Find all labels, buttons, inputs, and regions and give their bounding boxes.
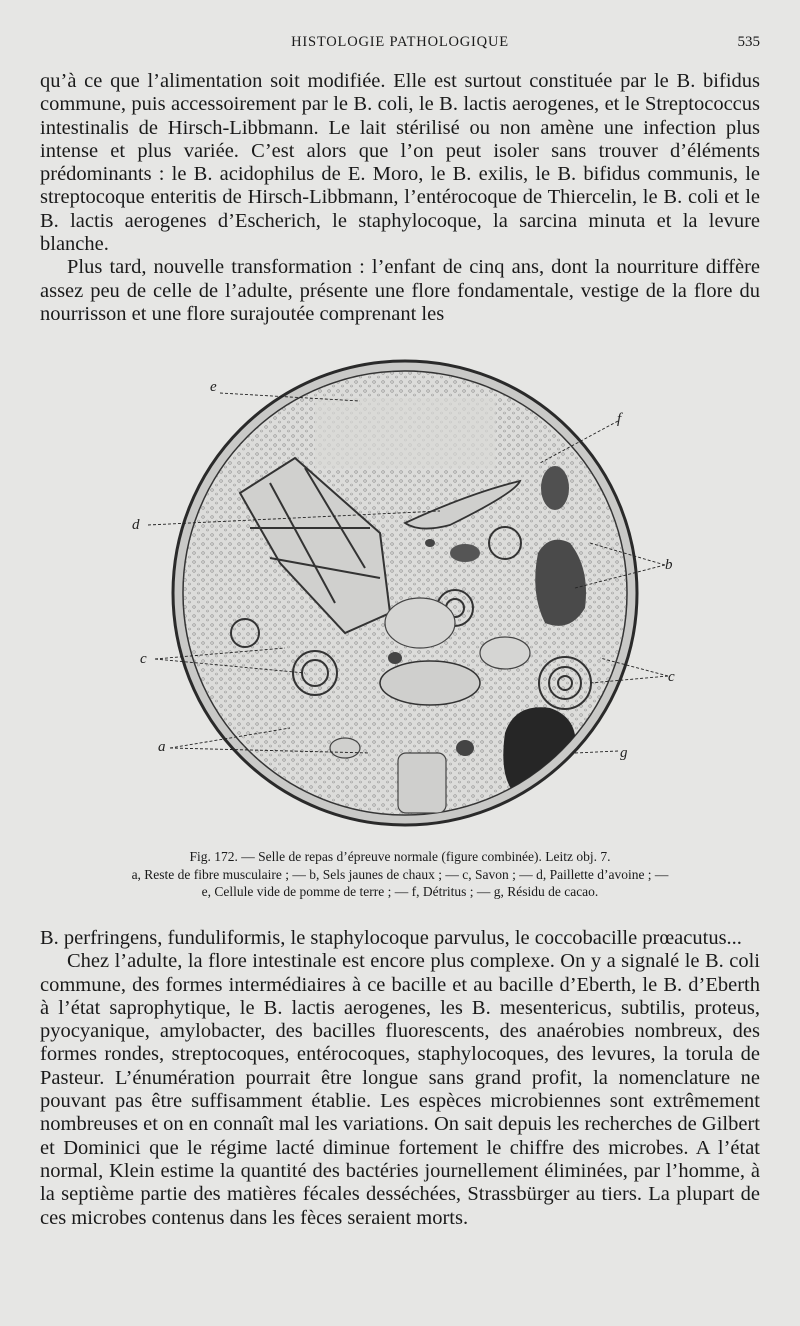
bile-salt-shape	[450, 544, 480, 562]
label-g: g	[620, 745, 628, 761]
body-text-bottom	[40, 927, 760, 1230]
label-a: a	[158, 739, 166, 755]
caption-legend-line: e, Cellule vide de pomme de terre ; — f, Détritus ; — g, Résidu de cacao.	[201, 884, 599, 899]
caption-legend-line: a, Reste de fibre musculaire ; — b, Sels jaunes de chaux ; — c, Savon ; — d, Paillette d’avoine ; —	[131, 866, 669, 882]
microscope-field-illustration	[120, 353, 680, 833]
label-d: d	[132, 517, 140, 533]
paragraph: Plus tard, nouvelle transformation : l’enfant de cinq ans, dont la nourriture diffère assez peu de celle de l’adulte, présente une flore fondamentale, vestige de la flore du nourrisson et une flore surajoutée comprenant les	[40, 256, 760, 325]
potato-cell-shape	[380, 661, 480, 705]
paragraph: Chez l’adulte, la flore intestinale est encore plus complexe. On y a signalé le B. coli commune, des formes intermédiaires à ce bacille et au bacille d’Eberth, le B. d’Eberth à l’état saprophytique, le B. lactis aerogenes, les B. mesentericus, subtilis, proteus, pyocyanique, amylobacter, des bacilles fluorescents, des anaérobies nombreux, des formes rondes, streptocoques, entérocoques, staphylocoques, des levures, la torula de Pasteur. L’énumération pourrait être longue sans grand profit, la nomenclature ne pouvant pas être suffisamment établie. Les espèces microbiennes sont extrêmement nombreuses et on en connaît mal les variations. On sait depuis les recherches de Gilbert et Dominici que le régime lacté diminue fortement le chiffre des microbes. A l’état normal, Klein estime la quantité des bactéries journellement éliminées, par l’homme, à la septième partie des matières fécales desséchées, Strassbürger au tiers. La plupart de ces microbes contenus dans les fèces seraient morts.	[40, 950, 760, 1229]
label-b: b	[665, 557, 673, 573]
figure-caption	[40, 848, 760, 901]
bile-salt-shape	[541, 466, 569, 510]
page-header	[40, 34, 760, 56]
label-c-left: c	[140, 651, 147, 667]
figure-172	[120, 353, 680, 833]
label-c-right: c	[668, 669, 675, 685]
paragraph: qu’à ce que l’alimentation soit modifiée. Elle est surtout constituée par le B. bifidus commune, puis accessoirement par le B. coli, le B. lactis aerogenes, et le Streptococcus intestinalis de Hirsch-Libbmann. Le lait stérilisé ou non amène une infection plus intense et plus variée. C’est alors que l’on peut isoler sans trouver d’éléments prédominants : le B. acidophilus de E. Moro, le B. exilis, le B. bifidus communis, le streptocoque enteritis de Hirsch-Libbmann, l’entérocoque de Thiercelin, le B. coli et le B. lactis aerogenes d’Escherich, le staphylocoque, la sarcina minuta et la levure blanche.	[40, 70, 760, 256]
paragraph: B. perfringens, funduliformis, le staphylocoque parvulus, le coccobacille prœacutus...	[40, 927, 742, 949]
page-number: 535	[737, 34, 760, 50]
caption-title: Fig. 172. — Selle de repas d’épreuve normale (figure combinée). Leitz obj. 7.	[189, 849, 611, 864]
label-f: f	[617, 411, 622, 427]
label-e: e	[210, 379, 217, 395]
body-text-top	[40, 70, 760, 326]
running-title: HISTOLOGIE PATHOLOGIQUE	[291, 34, 509, 50]
